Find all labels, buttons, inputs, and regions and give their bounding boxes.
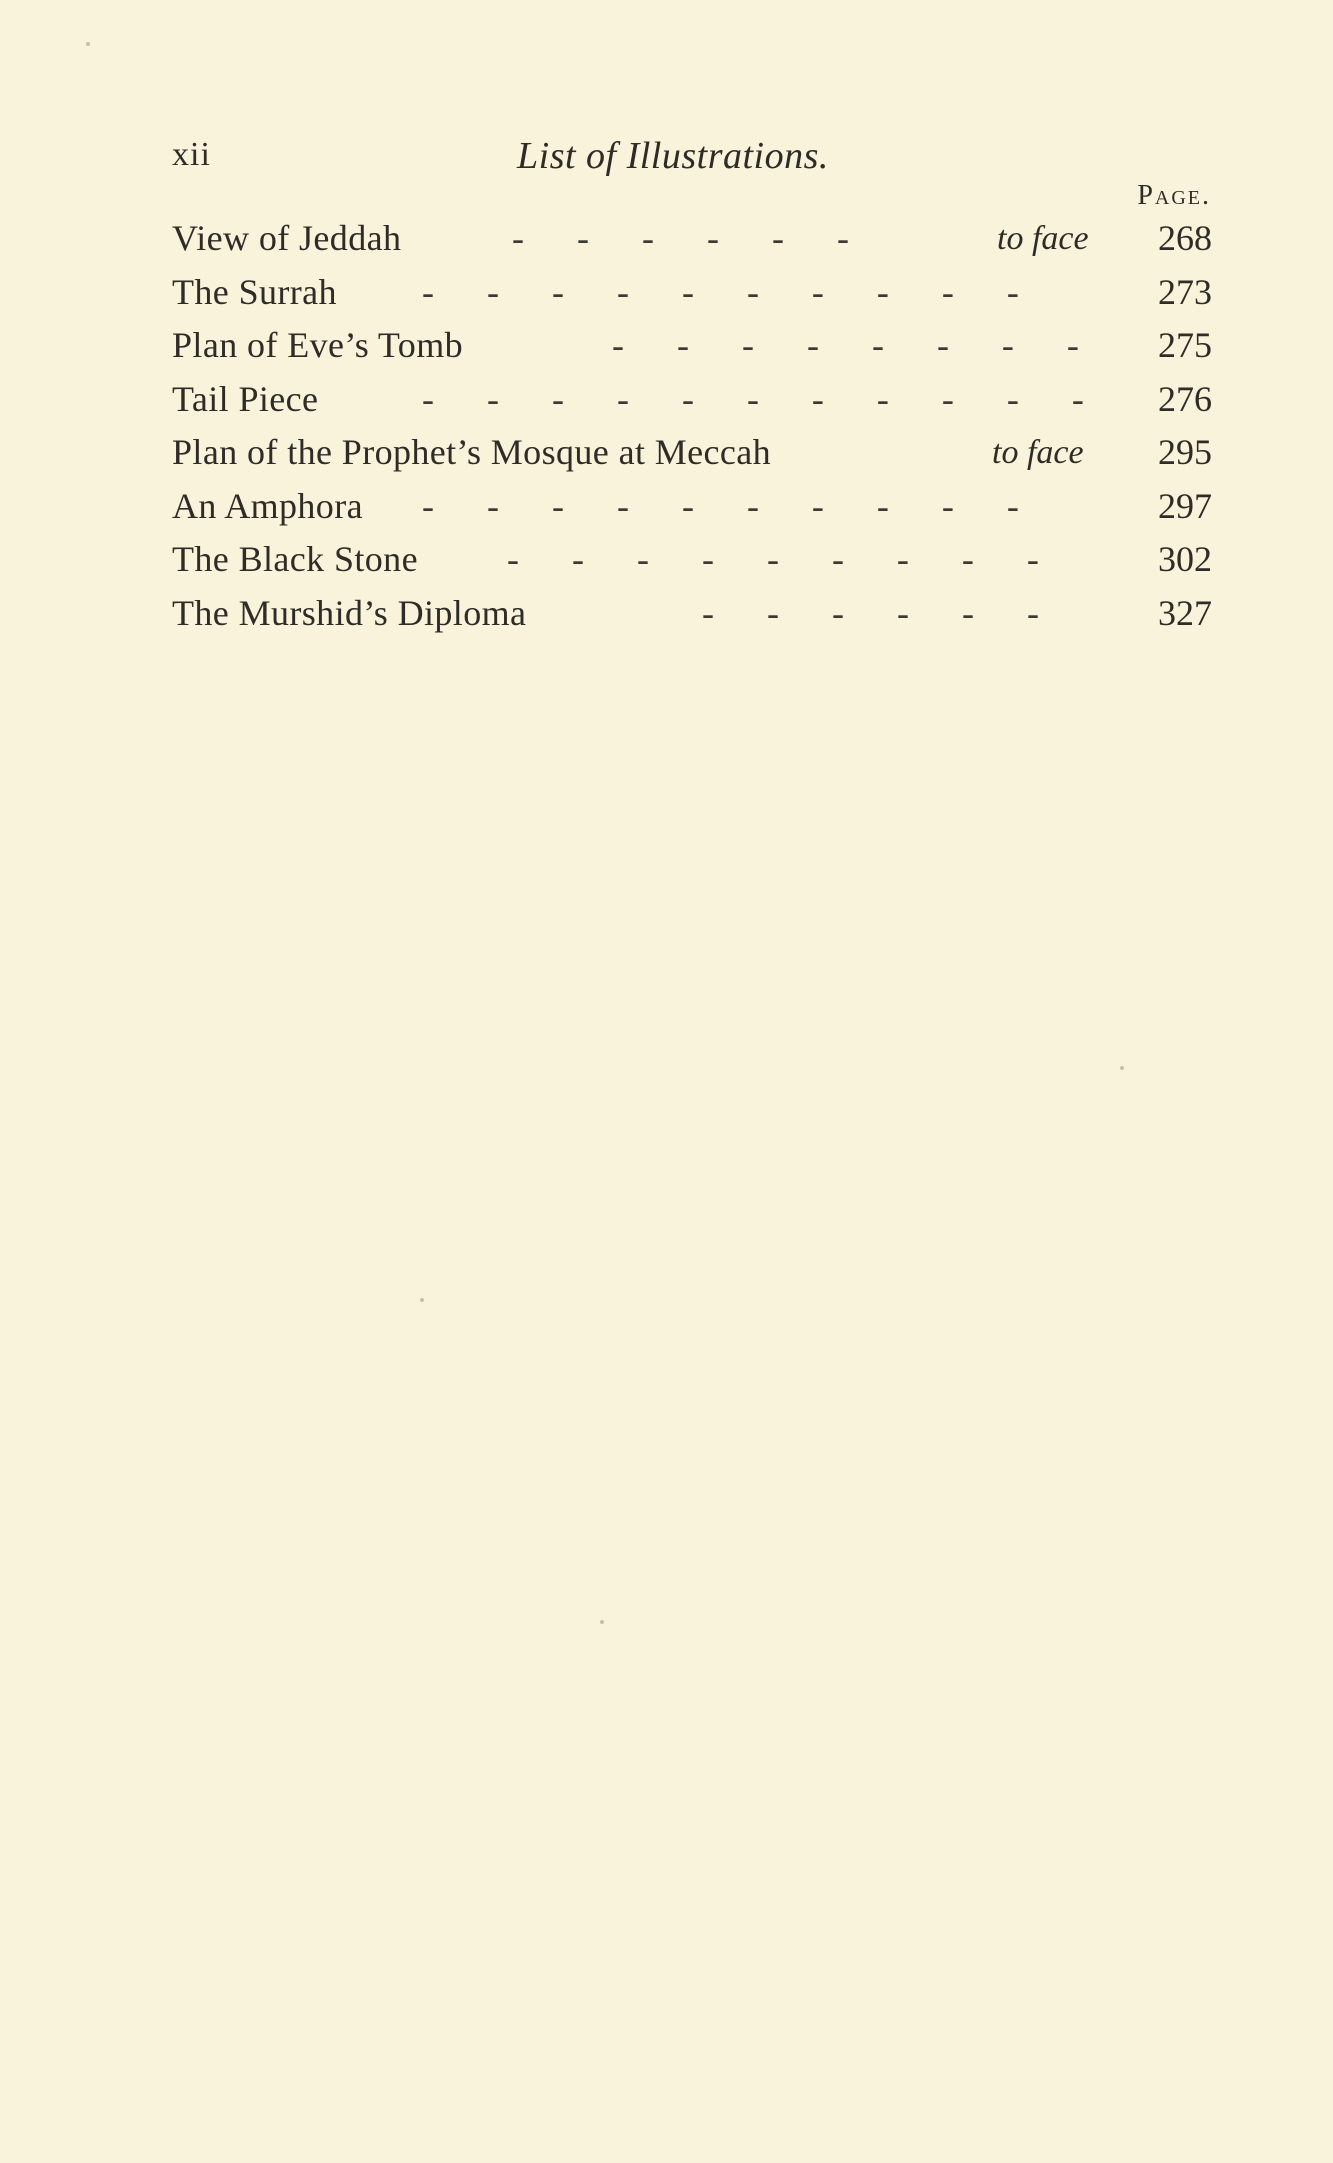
illustration-title: Plan of the Prophet’s Mosque at Meccah: [172, 432, 772, 472]
page-column-label: Page.: [1137, 180, 1211, 211]
paper-speck: [86, 42, 90, 46]
page-number: 297: [1158, 485, 1212, 526]
page-number: 302: [1158, 539, 1212, 579]
dot-leader: - - - - - - - -: [612, 325, 1101, 365]
dot-leader: - - - - - - - - - - -: [422, 378, 1106, 419]
illustration-title: The Murshid’s Diploma: [172, 592, 527, 633]
page-number: 295: [1158, 432, 1212, 472]
illustration-title: An Amphora: [172, 485, 363, 526]
to-face-note: to face: [992, 434, 1084, 471]
illustration-title: The Surrah: [172, 271, 337, 312]
folio-number: xii: [172, 136, 211, 173]
list-item: [172, 319, 1212, 373]
illustrations-list: [172, 212, 1212, 640]
paper-speck: [1120, 1066, 1124, 1070]
list-item: [172, 533, 1212, 587]
illustration-title: Tail Piece: [172, 378, 319, 419]
running-title: List of Illustrations.: [517, 135, 829, 177]
illustration-title: View of Jeddah: [172, 218, 402, 258]
dot-leader: - - - - - - - - -: [507, 539, 1061, 579]
page-number: 273: [1158, 271, 1212, 312]
page-number: 327: [1158, 592, 1212, 633]
page-header: [172, 136, 1212, 186]
list-item: [172, 480, 1212, 534]
page-number: 276: [1158, 378, 1212, 419]
illustration-title: The Black Stone: [172, 539, 418, 579]
paper-speck: [600, 1620, 604, 1624]
dot-leader: - - - - - -: [512, 218, 871, 258]
list-item: [172, 373, 1212, 427]
paper-speck: [420, 1298, 424, 1302]
list-item: [172, 212, 1212, 266]
to-face-note: to face: [997, 220, 1089, 257]
dot-leader: - - - - - -: [702, 592, 1061, 633]
dot-leader: - - - - - - - - - -: [422, 485, 1041, 526]
list-item: [172, 426, 1212, 480]
list-item: [172, 587, 1212, 641]
page-number: 268: [1158, 218, 1212, 258]
dot-leader: - - - - - - - - - -: [422, 271, 1041, 312]
list-item: [172, 266, 1212, 320]
illustration-title: Plan of Eve’s Tomb: [172, 325, 463, 365]
page-number: 275: [1158, 325, 1212, 365]
